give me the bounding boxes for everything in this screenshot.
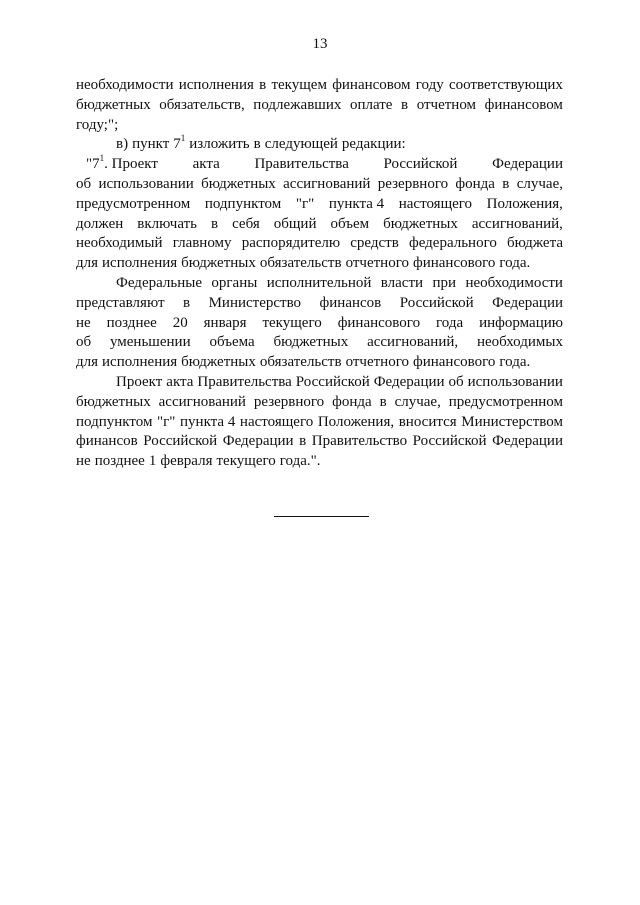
word: 20 [172,314,188,331]
word: в [253,136,261,153]
word: в [379,393,387,410]
word: использовании [98,175,194,192]
word: текущего [262,314,322,331]
text-line [76,274,563,294]
text-line [76,76,563,96]
word: предусмотренном [448,393,563,410]
word: должен [76,215,124,232]
word: не [76,314,91,331]
word: года.". [279,453,321,470]
word: бюджетных [201,175,276,192]
word: резервного [253,393,325,410]
word: Российской [383,156,458,173]
word: необходимый [76,235,163,252]
word: фонда [455,175,495,192]
word: федерального [408,235,497,252]
document-body [76,76,563,472]
closing-rule [274,516,369,517]
word: бюджетных [181,354,256,371]
word: Российской [412,433,487,450]
word: Федерации [492,433,563,450]
word: об [448,373,464,390]
word: обязательств, [159,96,245,113]
text-line [76,353,563,373]
text-line [76,413,563,433]
word: бюджетных [76,393,151,410]
word: обязательств [259,255,342,272]
word: не [76,453,91,470]
text-line [76,294,563,314]
word: отчетного [345,255,409,272]
word: резервного [377,175,449,192]
word: настоящего [398,195,473,212]
word: для [76,354,99,371]
word: текущего [216,453,276,470]
text-line [76,373,563,393]
page-number: 13 [312,36,328,52]
word: года. [499,354,531,371]
word: объем [330,215,370,232]
word: бюджетных [383,215,458,232]
word: в [210,215,219,232]
word: финансов [319,294,382,311]
word: Федерации [492,156,563,173]
word: главному [172,235,232,252]
word: отчетном [416,96,477,113]
word: редакции: [341,136,406,153]
word: в [299,433,307,450]
word: необходимости [76,77,174,93]
text-line [76,393,563,413]
word: власти [380,274,424,291]
word: отчетного [345,354,409,371]
word: Министерством [461,413,563,430]
text-line [76,333,563,353]
word: подпунктом [76,413,153,430]
word: Российской [295,373,370,390]
text-line [76,215,563,235]
item-number: "$7^1$. Проект [86,153,158,173]
word: 1 [148,453,157,470]
word: бюджетных [181,255,256,272]
word: года. [499,255,531,272]
word: ассигнований, [471,215,563,232]
word: "г" [295,195,315,212]
word: настоящего [239,413,314,430]
word: пункта 4 [328,195,385,212]
word: февраля [160,453,213,470]
word: случае, [516,175,563,192]
word: случае, [394,393,441,410]
word: Правительство [311,433,408,450]
word: об [76,175,92,192]
word: в [401,96,409,113]
word: в [259,77,267,93]
word: Правительства [197,373,292,390]
word: органы [211,274,258,291]
word: бюджета [507,235,563,252]
word: при [432,274,457,291]
word: себя [232,215,260,232]
word: Федерации [492,294,563,311]
word: необходимости [465,274,563,291]
word: текущем [271,77,327,93]
word: Федерации [373,373,445,390]
word: средств [350,235,399,252]
word: Проект [116,373,163,390]
word: финансовом [332,77,411,93]
word: исполнения [102,354,178,371]
word: Положения, [317,413,395,430]
word: финансового [412,354,496,371]
text-line [76,135,563,155]
word: января [203,314,247,331]
word: Российской [399,294,474,311]
text-line [76,155,563,175]
word: ассигнований [158,393,246,410]
text-line [76,96,563,116]
word: уменьшении [109,334,191,351]
word: бюджетных [76,96,151,113]
text-line [76,254,563,274]
word: акта [192,156,220,173]
word: финансового [412,255,496,272]
text-line [76,452,563,472]
word: пункт [132,136,170,153]
word: подлежавших [253,96,342,113]
word: представляют [76,294,165,311]
superscript: 1 [99,153,105,164]
word: изложить [189,136,250,153]
word: года [436,314,464,331]
word: подпунктом [204,195,282,212]
word: общий [273,215,317,232]
word: финансового [337,314,421,331]
word: следующей [264,136,338,153]
word: ассигнований, [367,334,459,351]
word: Правительства [254,156,349,173]
word: исполнения [102,255,178,272]
word: Федеральные [116,274,202,291]
word: информацию [479,314,563,331]
text-line [76,432,563,452]
word: включать [137,215,197,232]
word: Российской [143,433,218,450]
word: в [502,175,510,192]
word: ассигнований [283,175,371,192]
text-line [76,314,563,334]
word: объема [209,334,255,351]
word: соответствующих [448,77,563,93]
word: году;"; [76,116,119,133]
word: использовании [467,373,563,390]
word: финансовом [484,96,563,113]
word: вносится [398,413,457,430]
word: оплате [349,96,393,113]
word: году [415,77,444,93]
word: позднее [94,453,145,470]
word: финансов [76,433,138,450]
word: пункта 4 [180,413,236,430]
text-line [76,195,563,215]
word: об [76,334,92,351]
word: в) [116,136,129,153]
text-line [76,116,563,136]
word: Федерации [222,433,294,450]
word: позднее [106,314,157,331]
word: для [76,255,99,272]
word: фонда [332,393,372,410]
word: бюджетных [273,334,349,351]
word: исполнения [178,77,254,93]
word: предусмотренном [76,195,191,212]
text-line [76,234,563,254]
item-ref: $7^1$ [173,133,186,153]
word: необходимых [476,334,563,351]
word: распорядителю [241,235,341,252]
word: Положения, [486,195,563,212]
word: "г" [157,413,176,430]
word: акта [166,373,194,390]
word: исполнительной [266,274,372,291]
superscript: 1 [180,133,186,144]
word: в [183,294,191,311]
word: обязательств [259,354,342,371]
word: Министерство [208,294,302,311]
text-line [76,175,563,195]
